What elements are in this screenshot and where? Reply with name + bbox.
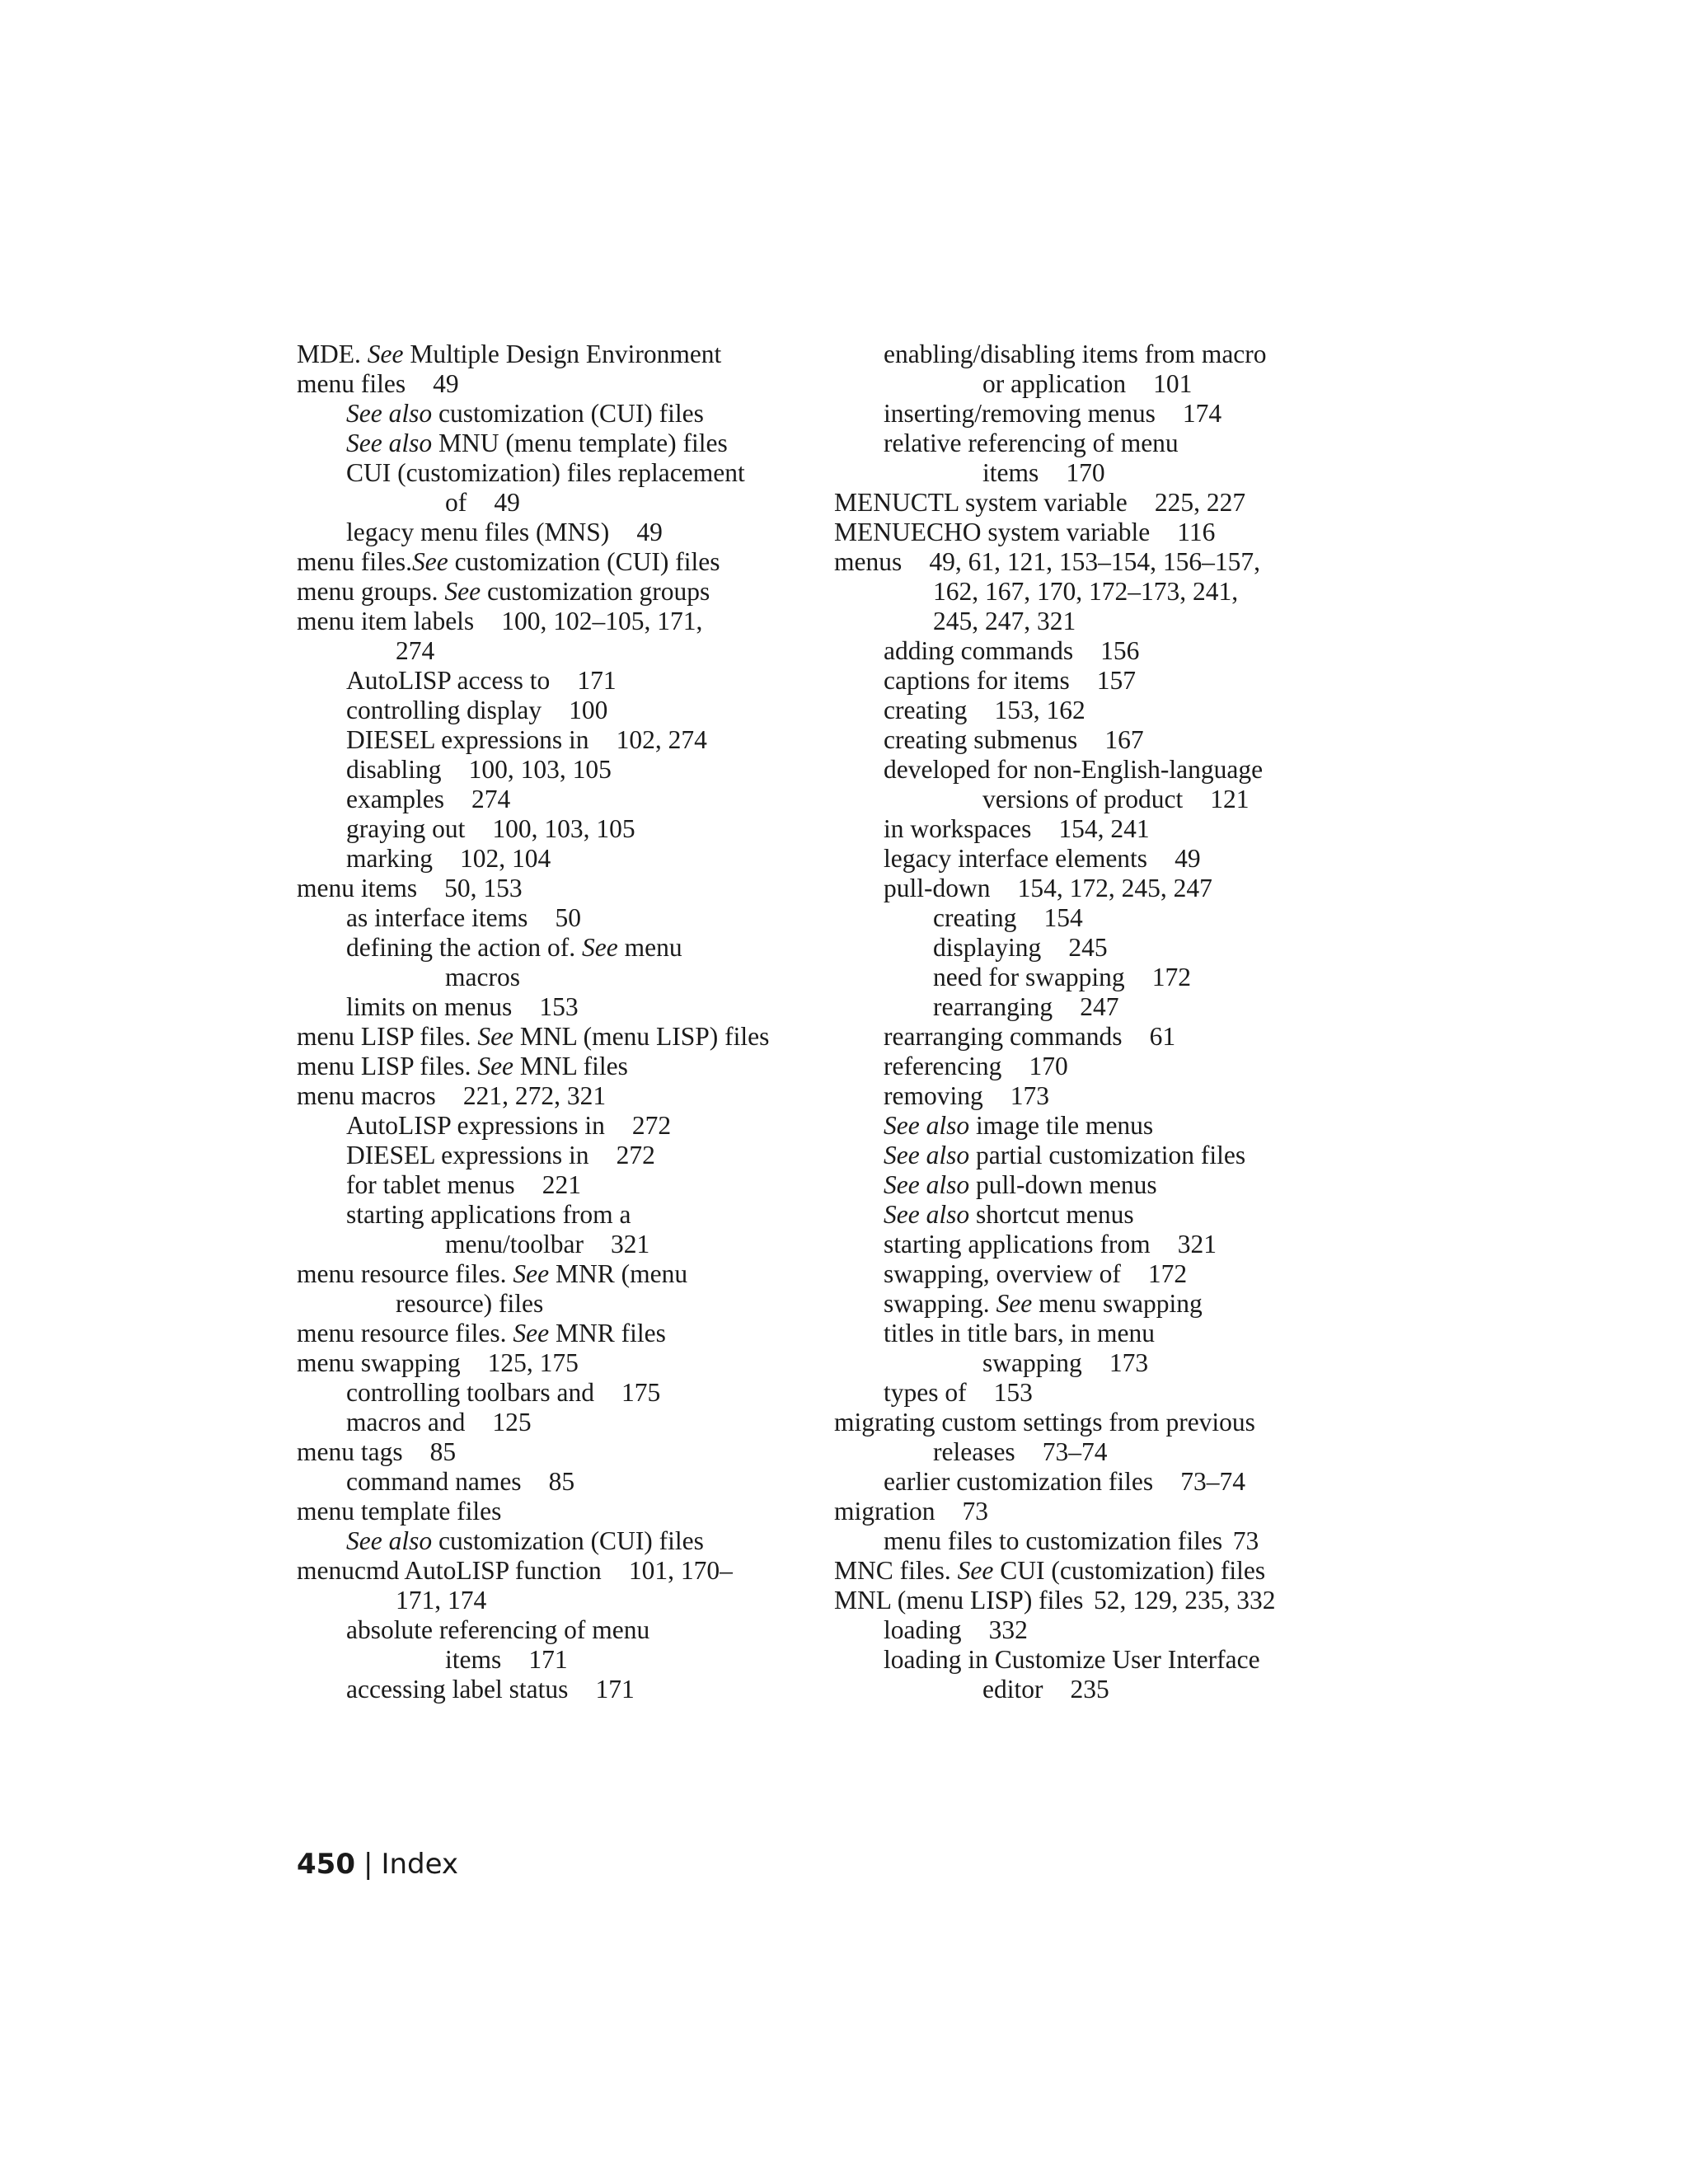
page-references: 332 <box>988 1615 1028 1644</box>
entry-text: legacy menu files (MNS) <box>346 518 610 546</box>
page-references: 174 <box>1182 399 1222 428</box>
see-reference-label: See also <box>346 1526 433 1555</box>
entry-text: MNU (menu template) files <box>432 429 728 457</box>
entry-text: menu files. <box>297 547 412 576</box>
entry-text: disabling <box>346 755 442 784</box>
index-entry <box>297 1319 791 1348</box>
entry-text: customization (CUI) files <box>432 399 704 428</box>
entry-text: enabling/disabling items from macro <box>884 340 1267 368</box>
entry-text: controlling display <box>346 696 542 724</box>
page-footer <box>297 1848 458 1881</box>
page-references: 61 <box>1149 1022 1176 1051</box>
entry-text: legacy interface elements <box>884 844 1148 873</box>
entry-text: menu tags <box>297 1437 403 1466</box>
entry-text: titles in title bars, in menu <box>884 1319 1155 1347</box>
index-entry <box>297 1111 791 1141</box>
index-entry <box>834 844 1345 874</box>
index-entry <box>834 1289 1345 1319</box>
see-reference-label: See also <box>884 1200 970 1229</box>
index-entry <box>297 725 791 755</box>
entry-text: Multiple Design Environment <box>403 340 722 368</box>
see-reference-label: See <box>444 577 481 606</box>
entry-text: swapping, overview of <box>884 1259 1121 1288</box>
page-references: 153 <box>993 1378 1033 1407</box>
entry-text: graying out <box>346 814 466 843</box>
page-references: 85 <box>548 1467 575 1496</box>
index-entry <box>834 1497 1345 1526</box>
index-entry <box>834 1615 1345 1645</box>
page-references: 154, 241 <box>1058 814 1150 843</box>
index-entry <box>834 1200 1345 1230</box>
index-entry <box>834 488 1345 518</box>
entry-text: customization (CUI) files <box>448 547 720 576</box>
index-entry <box>834 1170 1345 1200</box>
entry-text: loading in Customize User Interface <box>884 1645 1260 1674</box>
index-entry <box>834 874 1345 903</box>
entry-text: image tile menus <box>969 1111 1154 1140</box>
entry-text: menu files <box>297 369 406 398</box>
page-references: 171 <box>577 666 617 695</box>
index-entry <box>297 992 791 1022</box>
index-entry <box>297 1497 791 1526</box>
index-entry <box>297 458 791 488</box>
index-entry <box>297 1200 791 1230</box>
entry-text: 274 <box>396 636 435 665</box>
page-references: 321 <box>611 1230 650 1258</box>
page-references: 172 <box>1147 1259 1188 1288</box>
entry-text: menu swapping <box>1032 1289 1203 1318</box>
page-references: 170 <box>1066 458 1105 487</box>
entry-text: shortcut menus <box>969 1200 1134 1229</box>
index-entry <box>297 903 791 933</box>
entry-text: menu LISP files. <box>297 1052 478 1080</box>
index-entry <box>297 577 791 607</box>
index-entry <box>834 1408 1345 1437</box>
page-references: 170 <box>1029 1052 1068 1080</box>
index-entry <box>297 1170 791 1200</box>
entry-text: editor <box>982 1675 1043 1704</box>
index-entry <box>834 340 1345 369</box>
page-references: 73–74 <box>1042 1437 1108 1466</box>
index-column-left <box>297 340 791 1704</box>
entry-text: resource) files <box>396 1289 544 1318</box>
page-references: 225, 227 <box>1154 488 1246 517</box>
index-entry <box>834 1052 1345 1081</box>
entry-text: as interface items <box>346 903 528 932</box>
page-references: 157 <box>1096 666 1137 695</box>
page-references: 321 <box>1177 1230 1217 1258</box>
entry-text: need for swapping <box>933 963 1125 991</box>
section-title: Index <box>381 1848 459 1881</box>
page-references: 102, 104 <box>460 844 551 873</box>
entry-text: referencing <box>884 1052 1002 1080</box>
index-entry <box>834 785 1345 814</box>
page-references: 100, 102–105, 171, <box>501 607 703 635</box>
entry-text: loading <box>884 1615 962 1644</box>
index-entry <box>834 1645 1345 1675</box>
page-references: 49, 61, 121, 153–154, 156–157, <box>929 547 1260 576</box>
entry-text: versions of product <box>982 785 1184 813</box>
see-reference-label: See also <box>884 1111 970 1140</box>
entry-text: menu groups. <box>297 577 445 606</box>
page-references: 52, 129, 235, 332 <box>1094 1586 1276 1615</box>
page-references: 100 <box>569 696 608 724</box>
entry-text: customization (CUI) files <box>432 1526 704 1555</box>
page-references: 172 <box>1151 963 1191 991</box>
index-entry <box>834 1319 1345 1348</box>
index-entry <box>834 547 1345 577</box>
entry-text: migration <box>834 1497 935 1526</box>
entry-text: MNR files <box>549 1319 666 1347</box>
index-entry <box>834 458 1345 488</box>
entry-text: releases <box>933 1437 1015 1466</box>
index-entry <box>297 518 791 547</box>
entry-text: pull-down <box>884 874 991 902</box>
entry-text: absolute referencing of menu <box>346 1615 650 1644</box>
index-entry <box>834 369 1345 399</box>
entry-text: creating submenus <box>884 725 1078 754</box>
index-entry <box>834 1556 1345 1586</box>
entry-text: menus <box>834 547 903 576</box>
index-entry <box>297 1378 791 1408</box>
entry-text: menu item labels <box>297 607 475 635</box>
entry-text: adding commands <box>884 636 1074 665</box>
index-entry <box>297 369 791 399</box>
page-references: 85 <box>429 1437 457 1466</box>
index-entry <box>834 1467 1345 1497</box>
entry-text: MDE. <box>297 340 368 368</box>
entry-text: MNL files <box>513 1052 628 1080</box>
index-entry <box>297 1675 791 1704</box>
page-references: 221 <box>542 1170 582 1199</box>
see-reference-label: See <box>477 1052 514 1080</box>
page-references: 154 <box>1043 903 1083 932</box>
index-entry <box>297 844 791 874</box>
entry-text: rearranging <box>933 992 1053 1021</box>
entry-text: in workspaces <box>884 814 1032 843</box>
index-entry <box>297 874 791 903</box>
index-entry <box>834 1259 1345 1289</box>
index-entry <box>297 1141 791 1170</box>
see-reference-label: See also <box>884 1170 970 1199</box>
page-references: 235 <box>1070 1675 1109 1704</box>
see-reference-label: See <box>513 1259 550 1288</box>
entry-text: defining the action of. <box>346 933 583 962</box>
page-references: 154, 172, 245, 247 <box>1017 874 1212 902</box>
entry-text: 245, 247, 321 <box>933 607 1076 635</box>
entry-text: displaying <box>933 933 1042 962</box>
entry-text: MENUCTL system variable <box>834 488 1128 517</box>
index-entry <box>834 1111 1345 1141</box>
entry-text: menu template files <box>297 1497 502 1526</box>
entry-text: DIESEL expressions in <box>346 1141 589 1169</box>
entry-text: MNL (menu LISP) files <box>513 1022 770 1051</box>
entry-text: MNR (menu <box>549 1259 688 1288</box>
entry-text: macros <box>445 963 520 991</box>
page-references: 171 <box>595 1675 635 1704</box>
entry-text: customization groups <box>481 577 710 606</box>
index-entry <box>297 1348 791 1378</box>
page-references: 49 <box>494 488 520 517</box>
index-entry <box>834 903 1345 933</box>
index-entry <box>297 1289 791 1319</box>
entry-text: controlling toolbars and <box>346 1378 594 1407</box>
index-entry <box>297 666 791 696</box>
index-entry <box>297 1556 791 1586</box>
entry-text: DIESEL expressions in <box>346 725 589 754</box>
index-entry <box>834 1141 1345 1170</box>
index-entry <box>297 696 791 725</box>
index-entry <box>297 1408 791 1437</box>
entry-text: swapping. <box>884 1289 996 1318</box>
page-references: 100, 103, 105 <box>492 814 635 843</box>
page-references: 125, 175 <box>487 1348 579 1377</box>
entry-text: menu items <box>297 874 418 902</box>
entry-text: pull-down menus <box>969 1170 1157 1199</box>
index-entry <box>834 607 1345 636</box>
entry-text: menu LISP files. <box>297 1022 478 1051</box>
entry-text: partial customization files <box>969 1141 1246 1169</box>
index-entry <box>297 1615 791 1645</box>
index-entry <box>834 696 1345 725</box>
page-references: 121 <box>1210 785 1250 813</box>
page-references: 153, 162 <box>994 696 1085 724</box>
index-entry <box>834 1022 1345 1052</box>
page-references: 102, 274 <box>616 725 707 754</box>
footer-separator: | <box>363 1848 373 1881</box>
entry-text: of <box>445 488 467 517</box>
see-reference-label: See also <box>346 429 433 457</box>
index-entry <box>834 1230 1345 1259</box>
index-entry <box>834 1348 1345 1378</box>
index-entry <box>297 636 791 666</box>
index-column-right <box>834 340 1345 1704</box>
index-entry <box>834 1526 1345 1556</box>
see-reference-label: See <box>477 1022 514 1051</box>
entry-text: creating <box>884 696 968 724</box>
page-references: 73 <box>1232 1526 1259 1555</box>
entry-text: menu files to customization files <box>884 1526 1223 1555</box>
index-entry <box>834 518 1345 547</box>
entry-text: swapping <box>982 1348 1082 1377</box>
entry-text: starting applications from a <box>346 1200 631 1229</box>
entry-text: MNC files. <box>834 1556 958 1585</box>
index-entry <box>297 547 791 577</box>
entry-text: items <box>982 458 1039 487</box>
index-entry <box>297 1259 791 1289</box>
index-entry <box>297 429 791 458</box>
index-entry <box>834 814 1345 844</box>
entry-text: AutoLISP expressions in <box>346 1111 605 1140</box>
index-entry <box>297 814 791 844</box>
entry-text: MNL (menu LISP) files <box>834 1586 1084 1615</box>
index-entry <box>297 755 791 785</box>
index-entry <box>297 1081 791 1111</box>
index-entry <box>297 1052 791 1081</box>
page-references: 156 <box>1100 636 1140 665</box>
entry-text: MENUECHO system variable <box>834 518 1151 546</box>
entry-text: menu <box>617 933 682 962</box>
page-references: 116 <box>1177 518 1216 546</box>
index-entry <box>297 933 791 963</box>
page-references: 221, 272, 321 <box>462 1081 607 1110</box>
entry-text: types of <box>884 1378 967 1407</box>
page-references: 245 <box>1068 933 1108 962</box>
index-entry <box>834 429 1345 458</box>
page-references: 171 <box>528 1645 568 1674</box>
entry-text: 162, 167, 170, 172–173, 241, <box>933 577 1239 606</box>
entry-text: rearranging commands <box>884 1022 1123 1051</box>
see-reference-label: See also <box>884 1141 970 1169</box>
index-entry <box>834 666 1345 696</box>
index-entry <box>834 1675 1345 1704</box>
page-references: 175 <box>621 1378 661 1407</box>
entry-text: items <box>445 1645 502 1674</box>
see-reference-label: See <box>957 1556 994 1585</box>
index-entry <box>834 1586 1345 1615</box>
entry-text: menucmd AutoLISP function <box>297 1556 602 1585</box>
see-reference-label: See <box>411 547 448 576</box>
entry-text: starting applications from <box>884 1230 1151 1258</box>
entry-text: menu resource files. <box>297 1319 513 1347</box>
entry-text: captions for items <box>884 666 1070 695</box>
page-references: 49 <box>1175 844 1201 873</box>
index-entry <box>834 1081 1345 1111</box>
see-reference-label: See also <box>346 399 433 428</box>
entry-text: CUI (customization) files <box>993 1556 1266 1585</box>
page-references: 73 <box>962 1497 989 1526</box>
page-references: 167 <box>1104 725 1144 754</box>
index-entry <box>297 607 791 636</box>
see-reference-label: See <box>513 1319 550 1347</box>
index-entry <box>834 399 1345 429</box>
index-entry <box>834 636 1345 666</box>
entry-text: creating <box>933 903 1017 932</box>
page-references: 50, 153 <box>444 874 523 902</box>
page-references: 272 <box>631 1111 672 1140</box>
index-entry <box>834 963 1345 992</box>
page-references: 173 <box>1109 1348 1149 1377</box>
entry-text: command names <box>346 1467 522 1496</box>
page-references: 50 <box>555 903 581 932</box>
index-entry <box>297 488 791 518</box>
entry-text: menu swapping <box>297 1348 461 1377</box>
entry-text: accessing label status <box>346 1675 569 1704</box>
page-references: 173 <box>1010 1081 1050 1110</box>
entry-text: menu resource files. <box>297 1259 513 1288</box>
entry-text: migrating custom settings from previous <box>834 1408 1255 1436</box>
entry-text: examples <box>346 785 444 813</box>
index-entry <box>834 755 1345 785</box>
page-references: 73–74 <box>1180 1467 1245 1496</box>
index-entry <box>834 725 1345 755</box>
entry-text: inserting/removing menus <box>884 399 1156 428</box>
page-references: 153 <box>539 992 579 1021</box>
index-entry <box>297 1230 791 1259</box>
entry-text: 171, 174 <box>396 1586 487 1615</box>
index-entry <box>297 1437 791 1467</box>
see-reference-label: See <box>367 340 404 368</box>
index-entry <box>297 1526 791 1556</box>
see-reference-label: See <box>996 1289 1033 1318</box>
index-entry <box>297 963 791 992</box>
index-entry <box>297 1586 791 1615</box>
index-entry <box>297 785 791 814</box>
see-reference-label: See <box>582 933 618 962</box>
entry-text: earlier customization files <box>884 1467 1154 1496</box>
index-entry <box>297 1467 791 1497</box>
page-references: 49 <box>636 518 663 546</box>
index-entry <box>297 340 791 369</box>
entry-text: developed for non-English-language <box>884 755 1264 784</box>
page-references: 247 <box>1080 992 1119 1021</box>
entry-text: AutoLISP access to <box>346 666 551 695</box>
page-references: 101 <box>1153 369 1193 398</box>
page-references: 101, 170– <box>628 1556 733 1585</box>
page-references: 274 <box>471 785 511 813</box>
index-entry <box>297 399 791 429</box>
entry-text: macros and <box>346 1408 466 1436</box>
entry-text: menu/toolbar <box>445 1230 584 1258</box>
index-entry <box>297 1022 791 1052</box>
page-number: 450 <box>297 1848 355 1881</box>
index-entry <box>834 1378 1345 1408</box>
index-entry <box>297 1645 791 1675</box>
entry-text: CUI (customization) files replacement <box>346 458 745 487</box>
index-entry <box>834 992 1345 1022</box>
page-references: 49 <box>433 369 459 398</box>
page-references: 272 <box>616 1141 655 1169</box>
index-entry <box>834 1437 1345 1467</box>
entry-text: menu macros <box>297 1081 436 1110</box>
entry-text: or application <box>982 369 1127 398</box>
entry-text: relative referencing of menu <box>884 429 1179 457</box>
page-references: 125 <box>492 1408 532 1436</box>
index-entry <box>834 933 1345 963</box>
entry-text: removing <box>884 1081 983 1110</box>
entry-text: for tablet menus <box>346 1170 515 1199</box>
entry-text: marking <box>346 844 433 873</box>
page-references: 100, 103, 105 <box>468 755 612 784</box>
index-entry <box>834 577 1345 607</box>
entry-text: limits on menus <box>346 992 513 1021</box>
